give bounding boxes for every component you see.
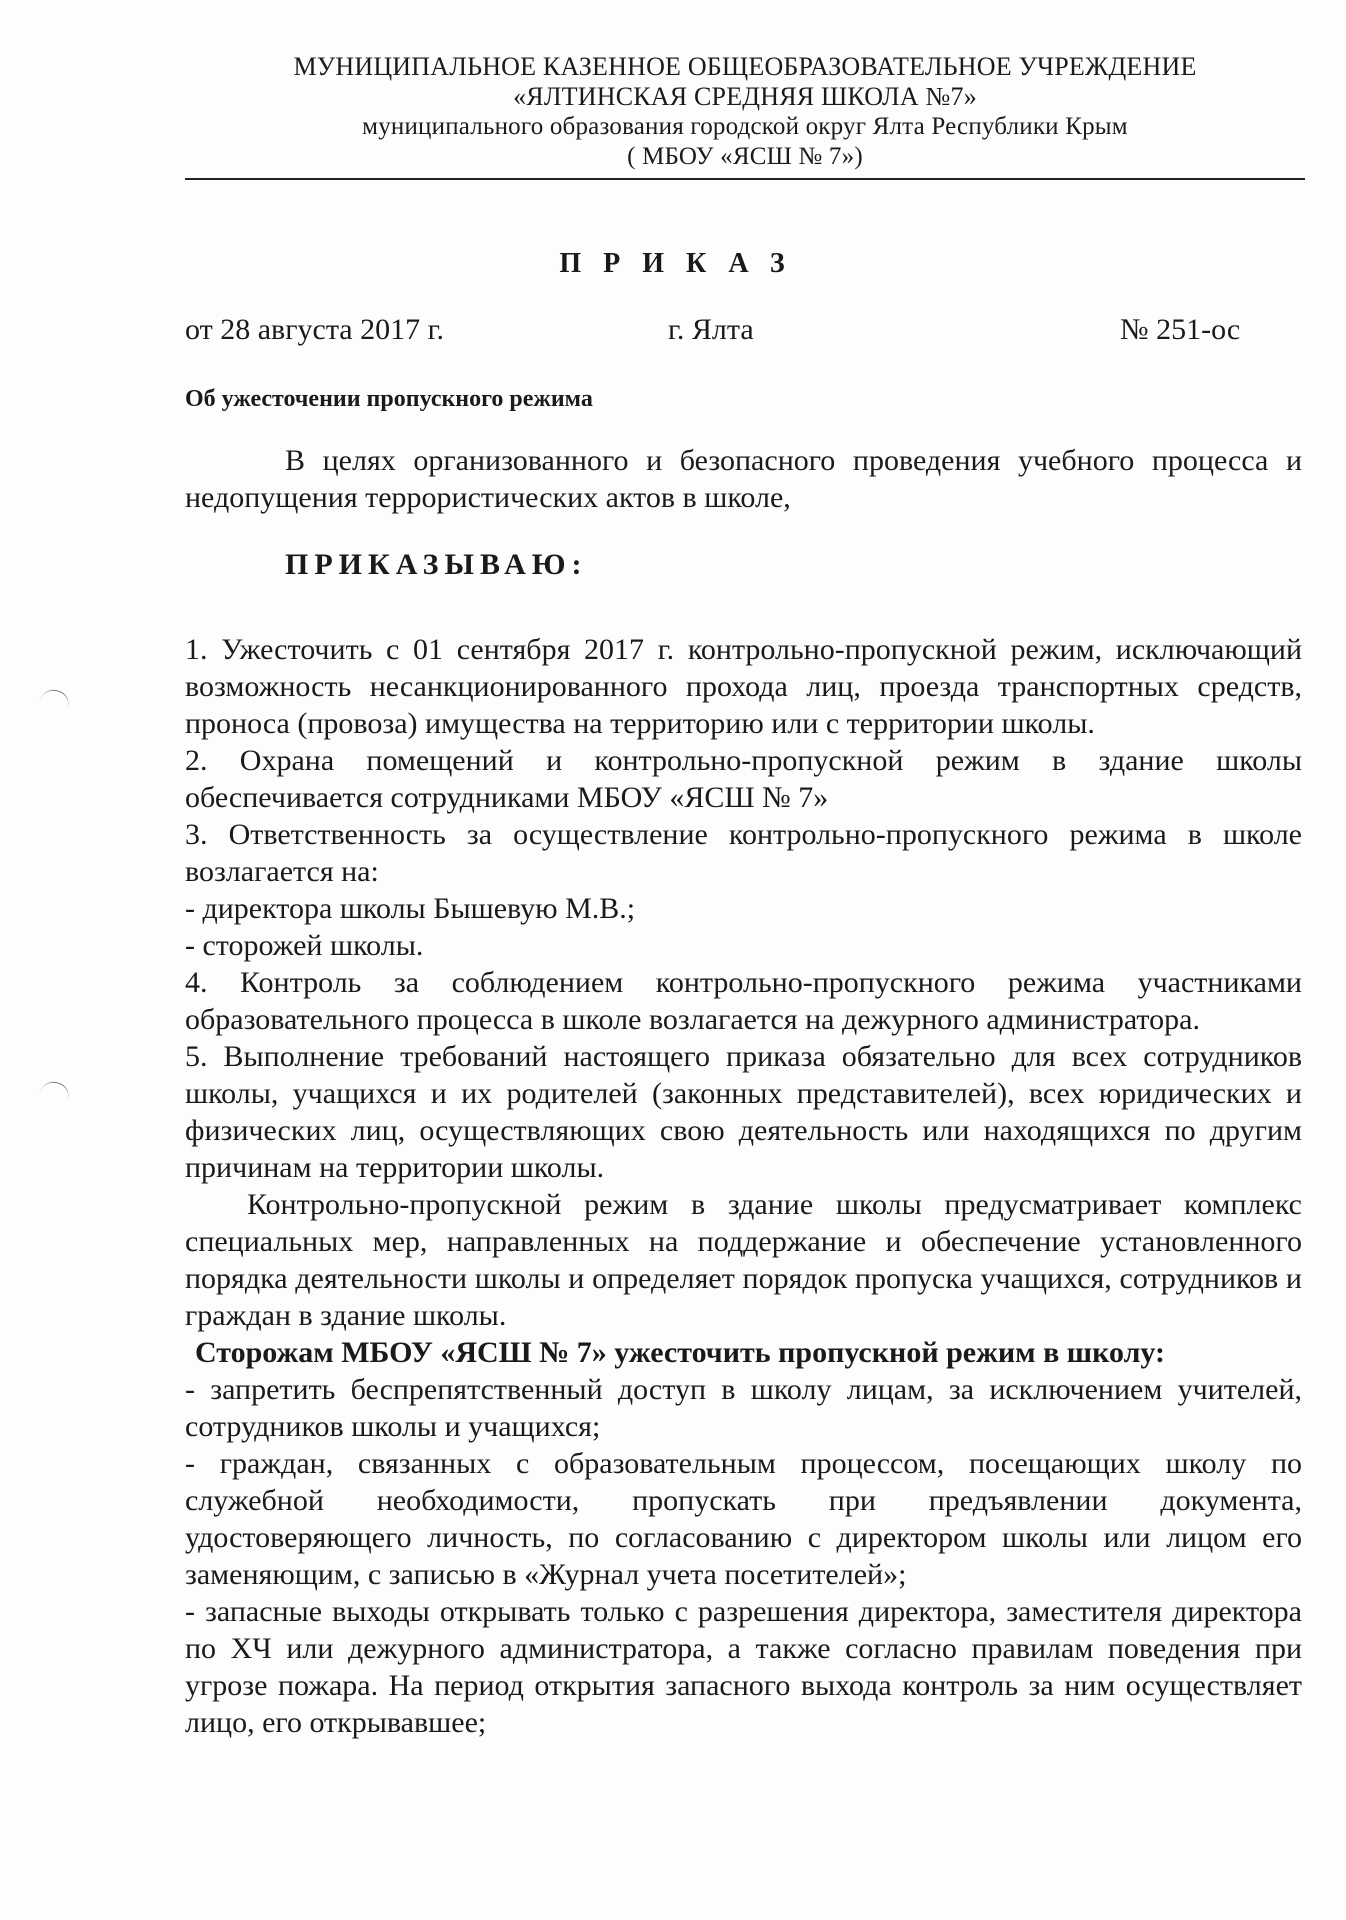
- regime-paragraph: Контрольно-пропускной режим в здание школы предусматривает комплекс специальных мер, направленных на поддержание и обеспечение установленного порядка деятельности школы и определяет порядок пропуска учащихся, сотрудников и граждан в здание школы.: [185, 1188, 1302, 1332]
- punch-hole-mark-lower: [37, 1078, 73, 1109]
- item-1: 1. Ужесточить с 01 сентября 2017 г. контрольно-пропускной режим, исключающий возможность несанкционированного прохода лиц, проезда транспортных средств, проноса (провоза) имущества на территорию или с территории школы.: [185, 633, 1302, 740]
- header-line-abbreviation: ( МБОУ «ЯСШ № 7»): [627, 143, 863, 170]
- header-line-school-name: «ЯЛТИНСКАЯ СРЕДНЯЯ ШКОЛА №7»: [513, 82, 977, 111]
- document-body: [185, 442, 1302, 1741]
- punch-hole-mark-upper: [37, 686, 73, 717]
- order-number: № 251-ос: [1120, 313, 1241, 346]
- guard-item-1: - запретить беспрепятственный доступ в школу лицам, за исключением учителей, сотрудников школы и учащихся;: [185, 1373, 1302, 1443]
- item-5: 5. Выполнение требований настоящего приказа обязательно для всех сотрудников школы, учащихся и их родителей (законных представителей), всех юридических и физических лиц, осуществляющих свою деятельность или находящихся по другим причинам на территории школы.: [185, 1040, 1302, 1184]
- item-3: 3. Ответственность за осуществление контрольно-пропускного режима в школе возлагается на:: [185, 818, 1302, 888]
- preamble: В целях организованного и безопасного проведения учебного процесса и недопущения террористических актов в школе,: [185, 444, 1302, 514]
- document-header: [185, 52, 1305, 172]
- item-4: 4. Контроль за соблюдением контрольно-пропускного режима участниками образовательного процесса в школе возлагается на дежурного администратора.: [185, 966, 1302, 1036]
- order-word: ПРИКАЗЫВАЮ:: [285, 548, 588, 581]
- order-date: от 28 августа 2017 г.: [185, 313, 445, 346]
- guard-item-3: - запасные выходы открывать только с разрешения директора, заместителя директора по ХЧ или дежурного администратора, а также согласно правилам поведения при угрозе пожара. На период открытия запасного выхода контроль за ним осуществляет лицо, его открывавшее;: [185, 1595, 1302, 1739]
- item-3-sub-2: - сторожей школы.: [185, 929, 424, 962]
- document-title: ПРИКАЗ: [559, 248, 807, 279]
- header-line-institution: МУНИЦИПАЛЬНОЕ КАЗЕННОЕ ОБЩЕОБРАЗОВАТЕЛЬНОЕ УЧРЕЖДЕНИЕ: [293, 52, 1197, 81]
- header-line-municipality: муниципального образования городской округ Ялта Республики Крым: [362, 113, 1128, 140]
- item-2: 2. Охрана помещений и контрольно-пропускной режим в здание школы обеспечивается сотрудниками МБОУ «ЯСШ № 7»: [185, 744, 1302, 814]
- order-subject: Об ужесточении пропускного режима: [185, 386, 593, 412]
- guards-heading: Сторожам МБОУ «ЯСШ № 7» ужесточить пропускной режим в школу:: [195, 1336, 1166, 1369]
- header-divider: [185, 178, 1305, 180]
- item-3-sub-1: - директора школы Бышевую М.В.;: [185, 892, 636, 925]
- order-city: г. Ялта: [668, 313, 754, 346]
- guard-item-2: - граждан, связанных с образовательным процессом, посещающих школу по служебной необходимости, пропускать при предъявлении документа, удостоверяющего личность, по согласованию с директором школы или лицом его заменяющим, с записью в «Журнал учета посетителей»;: [185, 1447, 1302, 1591]
